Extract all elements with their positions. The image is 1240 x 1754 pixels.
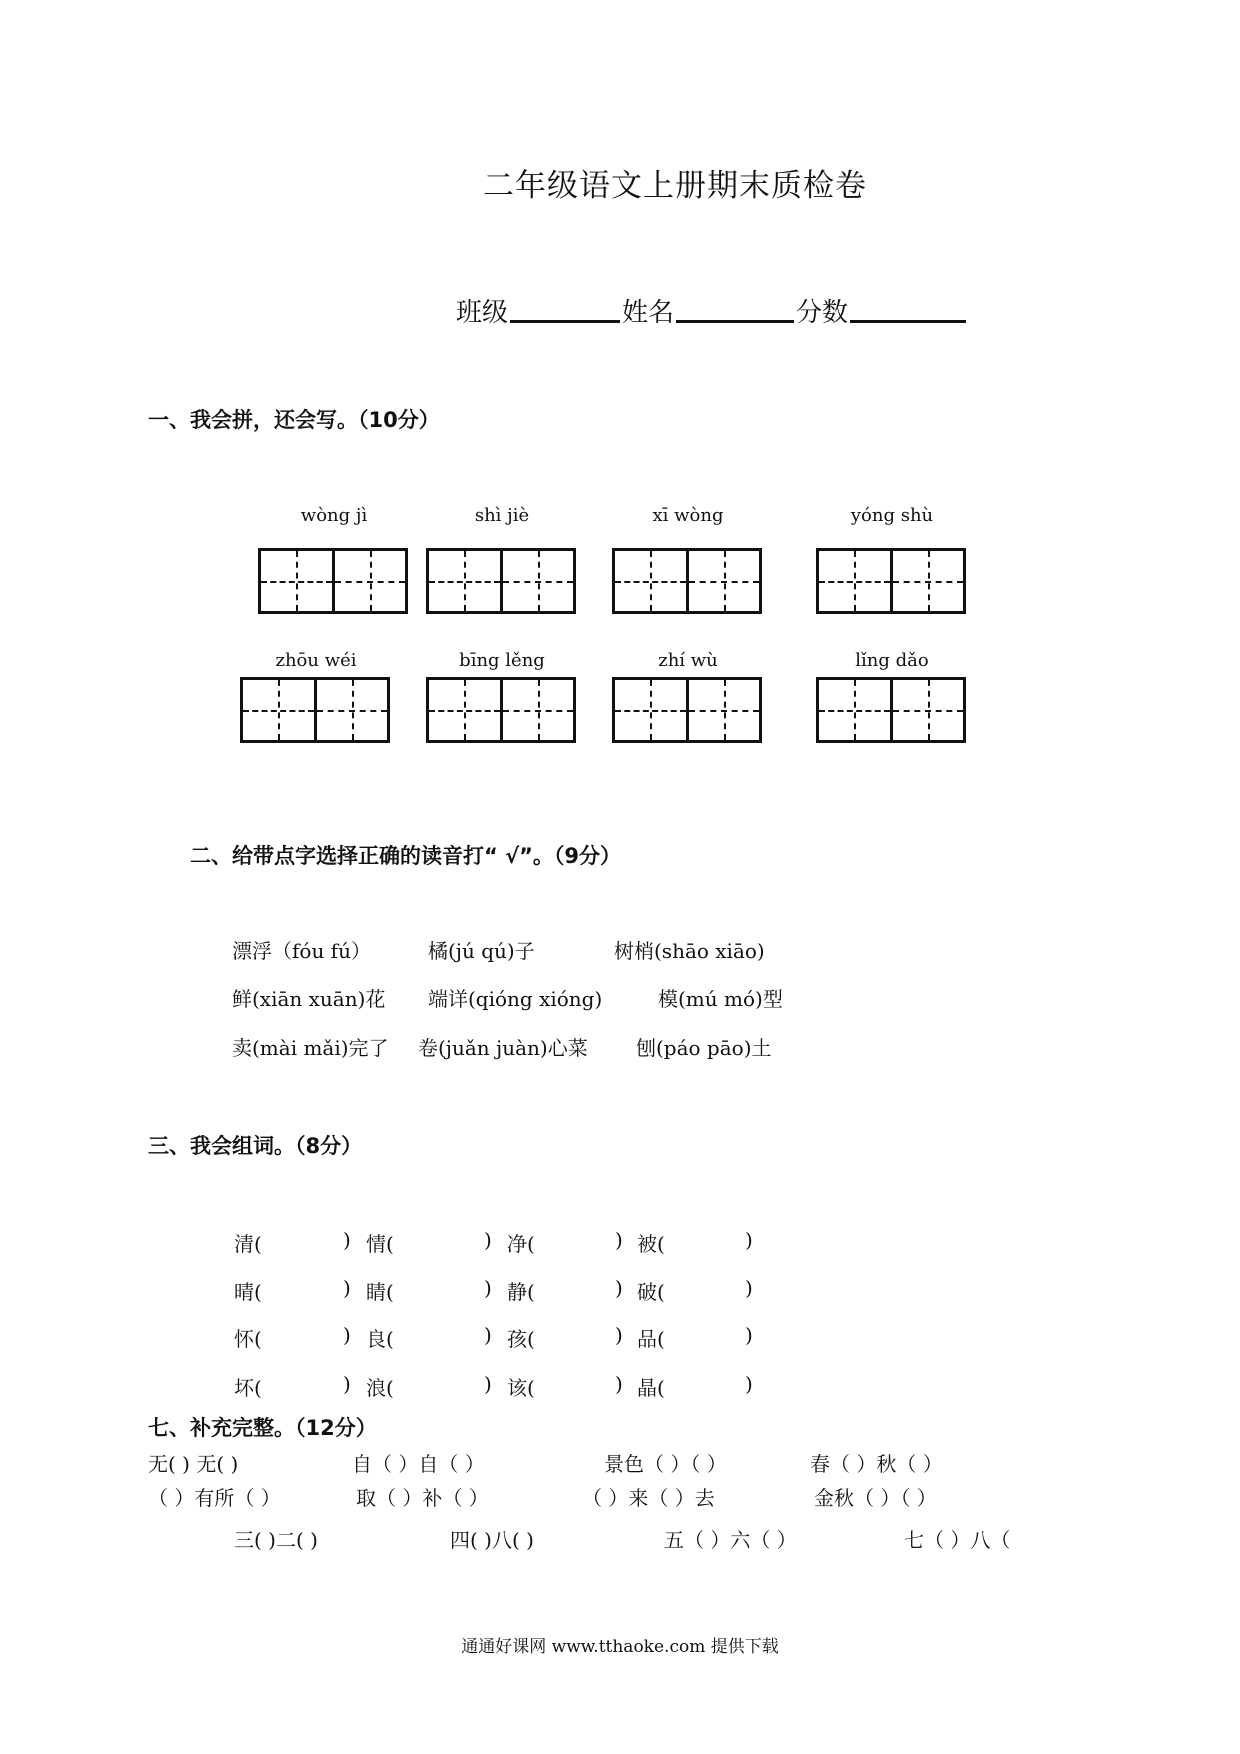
word-blank-close: ) <box>745 1228 753 1252</box>
student-info <box>456 292 968 329</box>
pronunciation-choice[interactable]: 刨(páo pāo)土 <box>636 1036 772 1060</box>
word-blank-close: ) <box>615 1276 623 1300</box>
word-blank-close: ) <box>745 1372 753 1396</box>
word-blank-close: ) <box>484 1276 492 1300</box>
word-blank-open[interactable]: 孩( <box>507 1327 535 1351</box>
number-idiom-blank[interactable]: 五（ ）六（ ） <box>664 1528 797 1552</box>
pronunciation-choice[interactable]: 树梢(shāo xiāo) <box>614 939 765 963</box>
name-label: 姓名 <box>622 298 675 328</box>
pronunciation-choice[interactable]: 鲜(xiān xuān)花 <box>232 987 386 1011</box>
idiom-blank[interactable]: 春（ ）秋（ ） <box>810 1452 943 1476</box>
word-blank-open[interactable]: 清( <box>234 1232 262 1256</box>
word-blank-open[interactable]: 情( <box>366 1232 394 1256</box>
name-field[interactable] <box>676 320 794 323</box>
section1-heading: 一、我会拼，还会写。（10分） <box>148 408 440 432</box>
word-blank-open[interactable]: 坏( <box>234 1376 262 1400</box>
word-blank-open[interactable]: 怀( <box>234 1327 262 1351</box>
number-idiom-blank[interactable]: 七（ ）八（ <box>904 1528 1011 1552</box>
word-blank-open[interactable]: 晶( <box>637 1376 665 1400</box>
word-blank-close: ) <box>484 1323 492 1347</box>
word-blank-close: ) <box>343 1228 351 1252</box>
pronunciation-choice[interactable]: 漂浮（fóu fú） <box>232 939 371 963</box>
number-idiom-blank[interactable]: 三( )二( ) <box>234 1528 318 1552</box>
idiom-blank[interactable]: 无( ) 无( ) <box>148 1452 239 1476</box>
word-blank-open[interactable]: 被( <box>637 1232 665 1256</box>
idiom-blank[interactable]: 自（ ）自（ ） <box>352 1452 485 1476</box>
word-blank-close: ) <box>484 1372 492 1396</box>
pinyin-3: xī wòng <box>652 505 724 526</box>
writing-grid[interactable] <box>426 677 576 743</box>
section3-heading: 三、我会组词。（8分） <box>148 1134 363 1158</box>
pronunciation-choice[interactable]: 端详(qióng xióng) <box>428 987 603 1011</box>
pinyin-4: yóng shù <box>850 505 934 526</box>
word-blank-close: ) <box>343 1323 351 1347</box>
idiom-blank[interactable]: 景色（ ）（ ） <box>604 1452 727 1476</box>
word-blank-close: ) <box>615 1372 623 1396</box>
page-title: 二年级语文上册期末质检卷 <box>483 168 867 204</box>
pinyin-1: wòng jì <box>300 505 368 526</box>
word-blank-open[interactable]: 晴( <box>234 1280 262 1304</box>
word-blank-open[interactable]: 破( <box>637 1280 665 1304</box>
score-label: 分数 <box>796 298 849 328</box>
writing-grid[interactable] <box>426 548 576 614</box>
word-blank-close: ) <box>745 1323 753 1347</box>
word-blank-close: ) <box>745 1276 753 1300</box>
writing-grid[interactable] <box>612 548 762 614</box>
pinyin-8: lǐng dǎo <box>855 650 929 671</box>
idiom-blank[interactable]: （ ）来（ ）去 <box>582 1486 715 1510</box>
class-field[interactable] <box>510 320 620 323</box>
pinyin-5: zhōu wéi <box>275 650 357 671</box>
idiom-blank[interactable]: 金秋（ ）（ ） <box>814 1486 937 1510</box>
pinyin-6: bīng lěng <box>459 650 545 671</box>
idiom-blank[interactable]: （ ）有所（ ） <box>148 1486 281 1510</box>
word-blank-open[interactable]: 睛( <box>366 1280 394 1304</box>
score-field[interactable] <box>850 320 966 323</box>
word-blank-open[interactable]: 该( <box>507 1376 535 1400</box>
pinyin-2: shì jiè <box>474 505 530 526</box>
idiom-blank[interactable]: 取（ ）补（ ） <box>356 1486 489 1510</box>
pronunciation-choice[interactable]: 橘(jú qú)子 <box>428 939 535 963</box>
writing-grid[interactable] <box>258 548 408 614</box>
word-blank-close: ) <box>615 1323 623 1347</box>
pinyin-7: zhí wù <box>658 650 718 671</box>
word-blank-open[interactable]: 净( <box>507 1232 535 1256</box>
pronunciation-choice[interactable]: 卷(juǎn juàn)心菜 <box>418 1036 588 1060</box>
section2-heading: 二、给带点字选择正确的读音打“ √”。（9分） <box>190 844 622 868</box>
writing-grid[interactable] <box>612 677 762 743</box>
section7-heading: 七、补充完整。（12分） <box>148 1416 377 1440</box>
word-blank-open[interactable]: 品( <box>637 1327 665 1351</box>
footer-credit: 通通好课网 www.tthaoke.com 提供下载 <box>461 1637 779 1657</box>
pronunciation-choice[interactable]: 模(mú mó)型 <box>658 987 783 1011</box>
writing-grid[interactable] <box>816 677 966 743</box>
word-blank-open[interactable]: 静( <box>507 1280 535 1304</box>
number-idiom-blank[interactable]: 四( )八( ) <box>450 1528 534 1552</box>
word-blank-open[interactable]: 浪( <box>366 1376 394 1400</box>
writing-grid[interactable] <box>240 677 390 743</box>
word-blank-close: ) <box>343 1276 351 1300</box>
word-blank-close: ) <box>615 1228 623 1252</box>
pronunciation-choice[interactable]: 卖(mài mǎi)完了 <box>232 1036 389 1060</box>
word-blank-close: ) <box>343 1372 351 1396</box>
class-label: 班级 <box>456 298 509 328</box>
word-blank-open[interactable]: 良( <box>366 1327 394 1351</box>
word-blank-close: ) <box>484 1228 492 1252</box>
writing-grid[interactable] <box>816 548 966 614</box>
